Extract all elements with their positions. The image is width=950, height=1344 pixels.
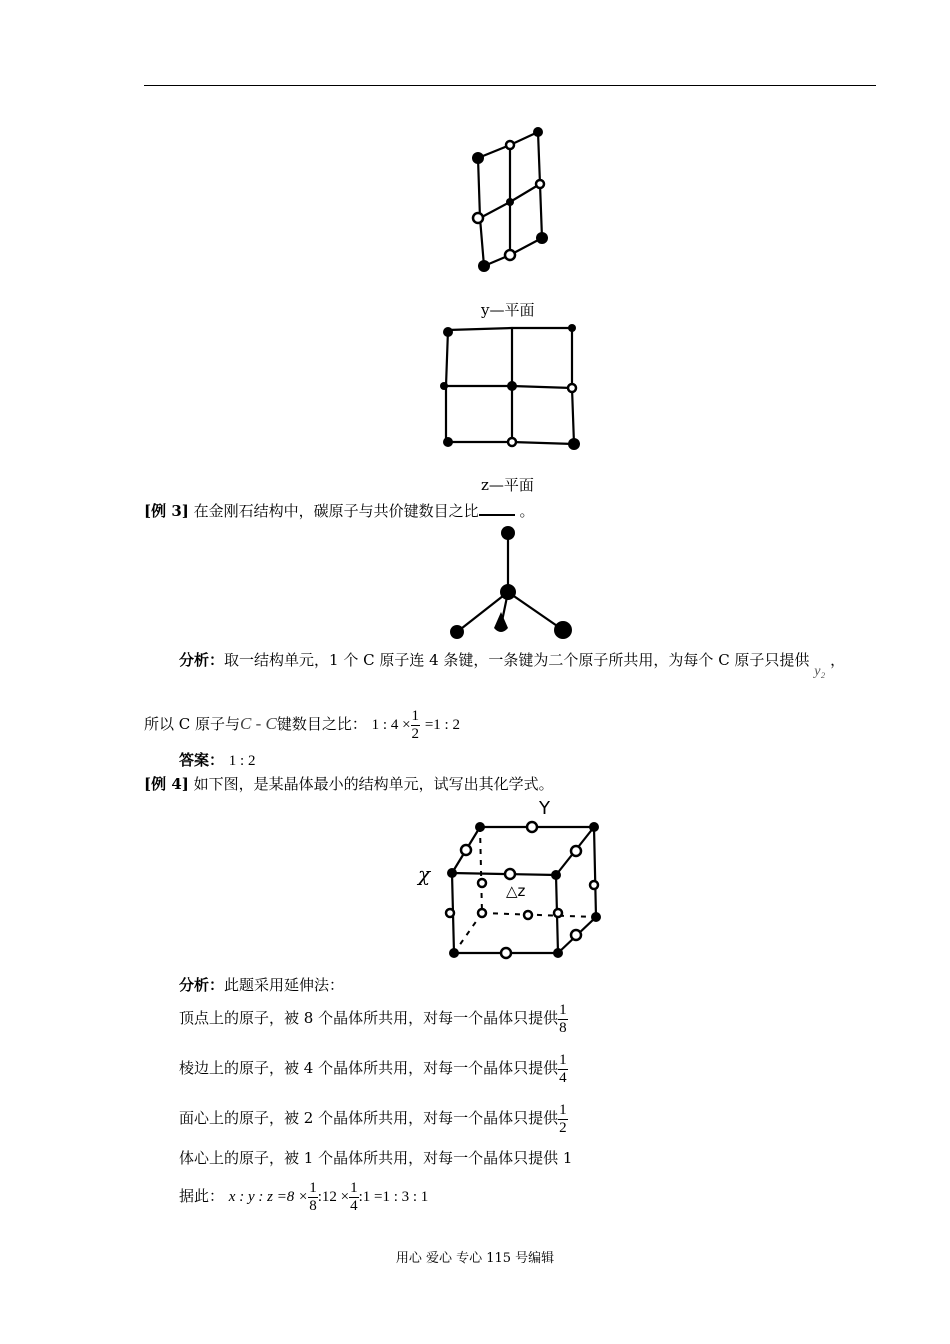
conclusion-expr-a: x : y : z =8 × xyxy=(228,1189,309,1205)
cube-label-z: △z xyxy=(506,882,526,900)
example3-ratio xyxy=(144,706,460,743)
edge-line xyxy=(179,1050,568,1087)
ratio-fraction xyxy=(411,708,421,743)
ratio-bond: C - C xyxy=(240,714,277,733)
example4-label: [例 4] xyxy=(144,775,189,793)
vertex-frac-num: 1 xyxy=(559,1001,567,1018)
example4-question-text: 如下图，是某晶体最小的结构单元，试写出其化学式。 xyxy=(193,775,554,793)
example4-analysis xyxy=(179,975,344,995)
example3-analysis-label: 分析： xyxy=(179,651,225,669)
example3-question xyxy=(144,500,534,521)
vertex-line-text: 顶点上的原子，被 8 个晶体所共用，对每一个晶体只提供 xyxy=(179,1009,559,1027)
conclusion-fraction-2 xyxy=(349,1180,359,1215)
answer-blank xyxy=(479,500,515,516)
conclusion-fraction-1 xyxy=(308,1180,318,1215)
body-center-line: 体心上的原子，被 1 个晶体所共用，对每一个晶体只提供 1 xyxy=(179,1149,573,1167)
y-plane-lattice-figure xyxy=(460,120,560,280)
example3-question-text: 在金刚石结构中，碳原子与共价键数目之比 xyxy=(193,502,479,520)
conclusion-frac1-num: 1 xyxy=(309,1179,317,1196)
edge-fraction xyxy=(558,1052,568,1087)
face-line-text: 面心上的原子，被 2 个晶体所共用，对每一个晶体只提供 xyxy=(179,1109,559,1127)
example3-question-end: 。 xyxy=(519,502,535,520)
face-fraction xyxy=(558,1102,568,1137)
conclusion-line xyxy=(179,1178,428,1215)
conclusion-expr-c: :1 =1 : 3 : 1 xyxy=(358,1189,429,1205)
vertex-line xyxy=(179,1000,568,1037)
ratio-expr-right: =1 : 2 xyxy=(424,717,460,733)
example4-analysis-label: 分析： xyxy=(179,976,225,994)
vertex-fraction xyxy=(558,1002,568,1037)
analysis-comma: ， xyxy=(830,651,846,669)
conclusion-expr-b: :12 × xyxy=(317,1189,350,1205)
z-plane-caption: z—平面 xyxy=(481,476,534,494)
cubic-unit-cell-figure xyxy=(410,795,620,965)
vertex-frac-den: 8 xyxy=(559,1019,567,1036)
conclusion-label: 据此： xyxy=(179,1187,225,1205)
example4-question xyxy=(144,774,554,794)
conclusion-frac1-den: 8 xyxy=(309,1197,317,1214)
ratio-frac-num: 1 xyxy=(411,707,420,724)
page-footer: 用心 爱心 专心 115 号编辑 xyxy=(395,1251,555,1266)
z-plane-lattice-figure xyxy=(436,320,586,450)
example4-analysis-text: 此题采用延伸法： xyxy=(224,976,345,994)
answer-label: 答案： xyxy=(179,751,225,769)
cube-label-y: Y xyxy=(539,798,550,819)
example3-analysis-text: 取一结构单元，1 个 C 原子连 4 条键，一条键为二个原子所共用，为每个 C 原子只提供 xyxy=(224,651,810,669)
answer-value: 1 : 2 xyxy=(228,753,256,769)
example3-analysis xyxy=(179,650,846,679)
y-plane-caption: y—平面 xyxy=(481,301,535,319)
example3-label: [例 3] xyxy=(144,502,189,520)
face-frac-den: 2 xyxy=(559,1119,567,1136)
ratio-middle: 键数目之比： xyxy=(276,715,367,733)
conclusion-frac2-den: 4 xyxy=(350,1197,358,1214)
face-line xyxy=(179,1100,568,1137)
diamond-tetrahedral-figure xyxy=(445,522,575,644)
cube-label-x: χ xyxy=(418,862,431,886)
ratio-prefix: 所以 C 原子与 xyxy=(144,715,241,733)
ratio-expr-left: 1 : 4 × xyxy=(371,717,411,733)
edge-frac-den: 4 xyxy=(559,1069,567,1086)
edge-line-text: 棱边上的原子，被 4 个晶体所共用，对每一个晶体只提供 xyxy=(179,1059,559,1077)
analysis-fraction-glyph: y₂ xyxy=(814,664,826,679)
ratio-frac-den: 2 xyxy=(411,725,420,742)
edge-frac-num: 1 xyxy=(559,1051,567,1068)
face-frac-num: 1 xyxy=(559,1101,567,1118)
header-rule xyxy=(144,85,876,86)
example3-answer xyxy=(179,750,255,771)
conclusion-frac2-num: 1 xyxy=(350,1179,358,1196)
